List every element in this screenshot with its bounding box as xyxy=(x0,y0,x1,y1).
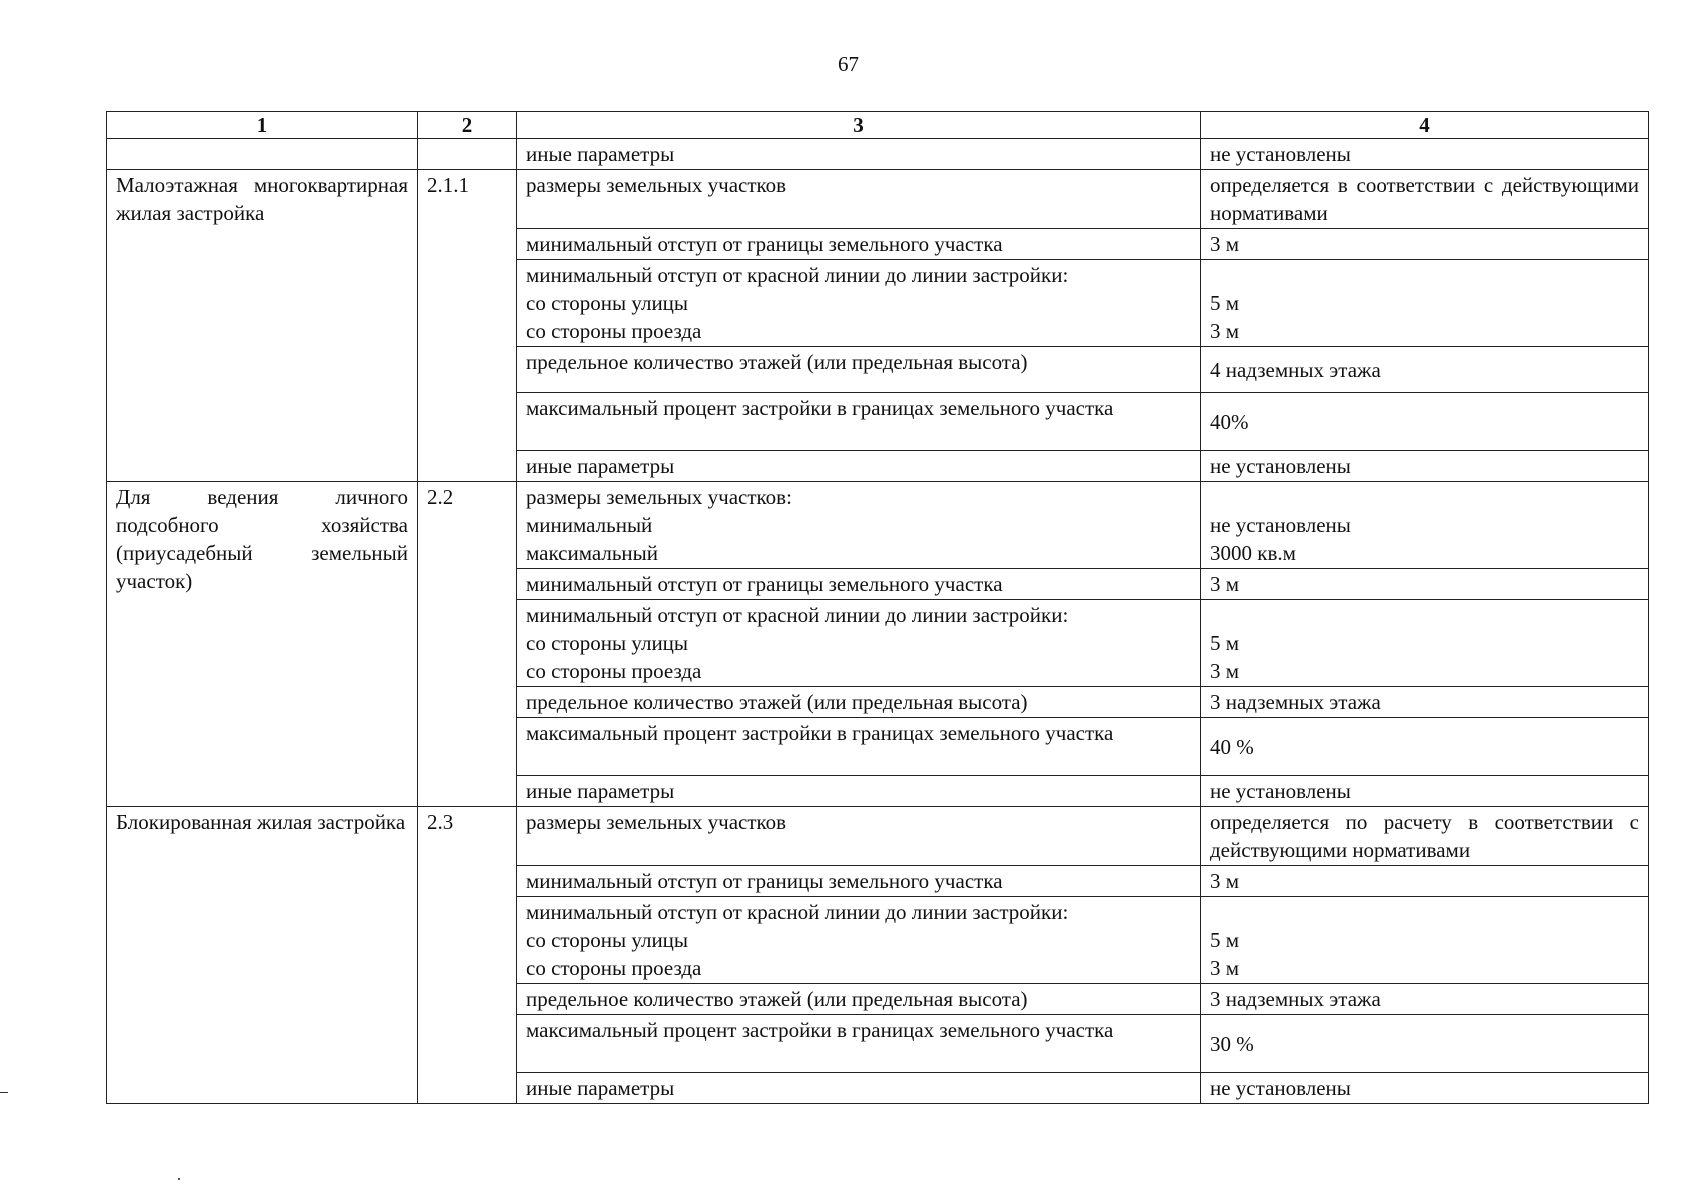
use-type-name: Блокированная жилая застройка xyxy=(107,807,418,1104)
value-line xyxy=(1210,601,1639,629)
param-line: со стороны проезда xyxy=(526,659,702,683)
use-type-name: Для ведения личного подсобного хозяйства (приусадебный земельный участок) xyxy=(107,482,418,807)
use-type-code: 2.1.1 xyxy=(418,170,517,482)
value-cell: 3 м xyxy=(1201,569,1649,600)
param-line: максимальный xyxy=(526,541,658,565)
param-cell: минимальный отступ от границы земельного участка xyxy=(517,569,1201,600)
value-cell: не установлены xyxy=(1201,776,1649,807)
param-cell: максимальный процент застройки в границах земельного участка xyxy=(517,718,1201,776)
header-col-3: 3 xyxy=(517,112,1201,139)
param-line: минимальный xyxy=(526,513,653,537)
use-type-code: 2.2 xyxy=(418,482,517,807)
margin-mark xyxy=(0,1092,8,1093)
param-cell: размеры земельных участков xyxy=(517,170,1201,229)
table-row xyxy=(107,139,1649,170)
param-cell: иные параметры xyxy=(517,1073,1201,1104)
value-cell xyxy=(1201,482,1649,569)
value-cell: не установлены xyxy=(1201,451,1649,482)
value-cell: 3 надземных этажа xyxy=(1201,687,1649,718)
value-line: не установлены xyxy=(1210,513,1351,537)
table-row xyxy=(107,170,1649,229)
value-cell: 3 надземных этажа xyxy=(1201,984,1649,1015)
param-cell: иные параметры xyxy=(517,451,1201,482)
value-cell: не установлены xyxy=(1201,1073,1649,1104)
use-type-name: Малоэтажная многоквартирная жилая застройка xyxy=(107,170,418,482)
param-cell: предельное количество этажей (или предельная высота) xyxy=(517,687,1201,718)
param-cell: иные параметры xyxy=(517,139,1201,170)
value-line: 3 м xyxy=(1210,319,1240,343)
param-cell xyxy=(517,482,1201,569)
param-cell: минимальный отступ от границы земельного участка xyxy=(517,229,1201,260)
param-line: со стороны улицы xyxy=(526,291,689,315)
param-cell: предельное количество этажей (или предельная высота) xyxy=(517,984,1201,1015)
param-line: минимальный отступ от красной линии до линии застройки: xyxy=(526,263,1069,287)
value-cell xyxy=(1201,897,1649,984)
use-type-code: 2.3 xyxy=(418,807,517,1104)
param-line: со стороны улицы xyxy=(526,928,689,952)
table-row xyxy=(107,482,1649,569)
param-cell: максимальный процент застройки в границах земельного участка xyxy=(517,393,1201,451)
param-cell: минимальный отступ от границы земельного участка xyxy=(517,866,1201,897)
header-col-2: 2 xyxy=(418,112,517,139)
value-cell: 3 м xyxy=(1201,229,1649,260)
table-header-row xyxy=(107,112,1649,139)
param-line: минимальный отступ от красной линии до линии застройки: xyxy=(526,603,1069,627)
param-line: минимальный отступ от красной линии до линии застройки: xyxy=(526,900,1069,924)
header-col-4: 4 xyxy=(1201,112,1649,139)
value-line xyxy=(1210,261,1639,289)
value-line xyxy=(1210,483,1639,511)
value-cell: определяется по расчету в соответствии с действующими нормативами xyxy=(1201,807,1649,866)
value-line: 5 м xyxy=(1210,291,1240,315)
param-cell: предельное количество этажей (или предельная высота) xyxy=(517,347,1201,393)
value-line: 3000 кв.м xyxy=(1210,541,1296,565)
value-cell xyxy=(1201,600,1649,687)
param-line: со стороны проезда xyxy=(526,319,702,343)
value-cell: не установлены xyxy=(1201,139,1649,170)
value-cell: 4 надземных этажа xyxy=(1201,347,1649,393)
param-cell xyxy=(517,260,1201,347)
value-line: 3 м xyxy=(1210,659,1240,683)
table-row xyxy=(107,807,1649,866)
param-cell xyxy=(517,600,1201,687)
scan-speck xyxy=(178,1178,180,1180)
param-line: размеры земельных участков: xyxy=(526,485,792,509)
param-line: со стороны улицы xyxy=(526,631,689,655)
header-col-1: 1 xyxy=(107,112,418,139)
page-number: 67 xyxy=(838,52,859,76)
value-line: 3 м xyxy=(1210,956,1240,980)
value-cell xyxy=(1201,260,1649,347)
param-cell xyxy=(517,897,1201,984)
land-use-table xyxy=(106,111,1649,1104)
value-line: 5 м xyxy=(1210,928,1240,952)
param-cell: размеры земельных участков xyxy=(517,807,1201,866)
param-cell: максимальный процент застройки в границах земельного участка xyxy=(517,1015,1201,1073)
value-line xyxy=(1210,898,1639,926)
value-cell: 40% xyxy=(1201,393,1649,451)
value-cell: 30 % xyxy=(1201,1015,1649,1073)
value-line: 5 м xyxy=(1210,631,1240,655)
value-cell: определяется в соответствии с действующими нормативами xyxy=(1201,170,1649,229)
value-cell: 3 м xyxy=(1201,866,1649,897)
empty-cell xyxy=(107,139,418,170)
value-cell: 40 % xyxy=(1201,718,1649,776)
empty-cell xyxy=(418,139,517,170)
param-cell: иные параметры xyxy=(517,776,1201,807)
param-line: со стороны проезда xyxy=(526,956,702,980)
